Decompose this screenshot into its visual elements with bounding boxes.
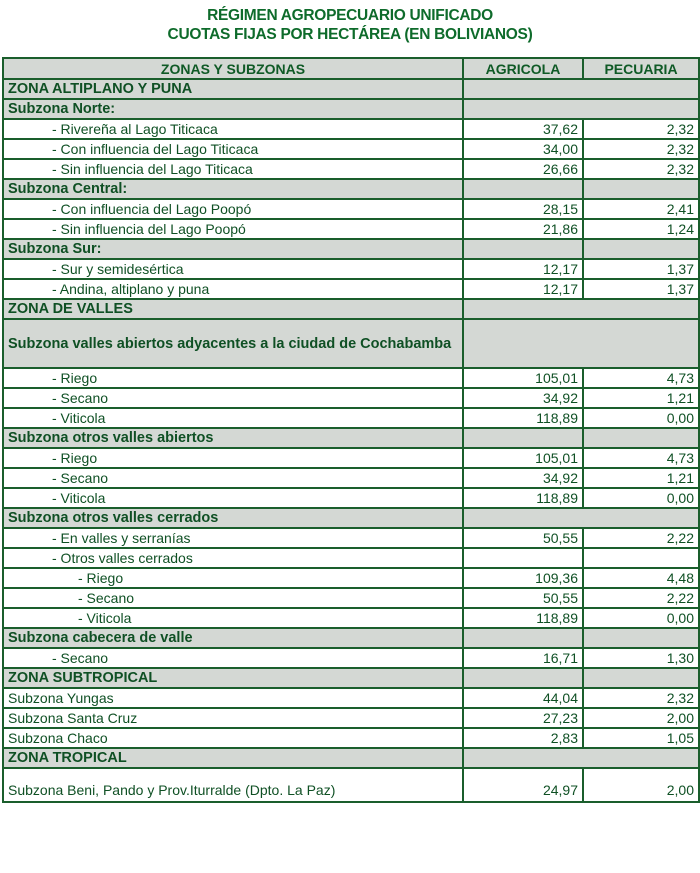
- fee-table: [2, 57, 700, 803]
- pecuaria-value: 2,22: [583, 528, 699, 548]
- row-label: - Viticola: [3, 488, 463, 508]
- table-header-row: [3, 58, 699, 79]
- table-row: [3, 388, 699, 408]
- agricola-value: 37,62: [463, 119, 583, 139]
- table-row: [3, 408, 699, 428]
- agricola-value: [463, 548, 583, 568]
- subzone-label: Subzona otros valles abiertos: [3, 428, 463, 448]
- table-row: [3, 528, 699, 548]
- row-label: - Riego: [3, 568, 463, 588]
- table-row: [3, 648, 699, 668]
- subzone-header-row: [3, 628, 699, 648]
- agricola-value: 109,36: [463, 568, 583, 588]
- table-row: [3, 448, 699, 468]
- agricola-value: 21,86: [463, 219, 583, 239]
- subzone-label: Subzona Central:: [3, 179, 463, 199]
- pecuaria-empty-cell: [583, 668, 699, 688]
- pecuaria-value: 1,05: [583, 728, 699, 748]
- pecuaria-value: 2,41: [583, 199, 699, 219]
- agricola-value: 34,00: [463, 139, 583, 159]
- merged-empty-cell: [463, 299, 699, 319]
- merged-empty-cell: [463, 319, 699, 368]
- subzone-header-row: [3, 99, 699, 119]
- agricola-value: 118,89: [463, 608, 583, 628]
- subzone-label: Subzona Sur:: [3, 239, 463, 259]
- row-label: - En valles y serranías: [3, 528, 463, 548]
- zone-label: ZONA SUBTROPICAL: [3, 668, 463, 688]
- zone-header-row: [3, 748, 699, 768]
- pecuaria-value: 4,48: [583, 568, 699, 588]
- agricola-value: 105,01: [463, 368, 583, 388]
- row-label: - Viticola: [3, 608, 463, 628]
- pecuaria-value: 1,37: [583, 259, 699, 279]
- pecuaria-value: 2,32: [583, 159, 699, 179]
- merged-empty-cell: [463, 99, 699, 119]
- pecuaria-value: 1,37: [583, 279, 699, 299]
- row-label: - Riego: [3, 448, 463, 468]
- row-label: - Sur y semidesértica: [3, 259, 463, 279]
- zone-header-row: [3, 79, 699, 99]
- agricola-value: 34,92: [463, 388, 583, 408]
- agricola-value: 28,15: [463, 199, 583, 219]
- table-row: [3, 259, 699, 279]
- header-agricola: AGRICOLA: [463, 58, 583, 79]
- agricola-value: 50,55: [463, 588, 583, 608]
- table-body: [3, 79, 699, 802]
- document-title-line-2: CUOTAS FIJAS POR HECTÁREA (EN BOLIVIANOS): [167, 26, 533, 43]
- table-row: [3, 768, 699, 802]
- table-row: [3, 199, 699, 219]
- pecuaria-value: 4,73: [583, 448, 699, 468]
- subzone-header-row: [3, 319, 699, 368]
- row-label: - Con influencia del Lago Poopó: [3, 199, 463, 219]
- merged-empty-cell: [463, 508, 699, 528]
- table-row: [3, 368, 699, 388]
- row-label: - Riego: [3, 368, 463, 388]
- table-row: [3, 608, 699, 628]
- subzone-label: Subzona otros valles cerrados: [3, 508, 463, 528]
- table-row: [3, 548, 699, 568]
- pecuaria-value: 0,00: [583, 488, 699, 508]
- pecuaria-value: 1,21: [583, 388, 699, 408]
- header-pecuaria: PECUARIA: [583, 58, 699, 79]
- table-row: [3, 588, 699, 608]
- subzone-label: Subzona valles abiertos adyacentes a la ciudad de Cochabamba: [3, 319, 463, 368]
- subzone-header-row: [3, 239, 699, 259]
- agricola-empty-cell: [463, 179, 583, 199]
- zone-header-row: [3, 299, 699, 319]
- pecuaria-value: 4,73: [583, 368, 699, 388]
- row-label: - Rivereña al Lago Titicaca: [3, 119, 463, 139]
- pecuaria-value: 1,21: [583, 468, 699, 488]
- row-label: - Secano: [3, 648, 463, 668]
- agricola-value: 118,89: [463, 488, 583, 508]
- agricola-empty-cell: [463, 628, 583, 648]
- table-row: [3, 708, 699, 728]
- zone-label: ZONA DE VALLES: [3, 299, 463, 319]
- row-label: - Viticola: [3, 408, 463, 428]
- row-label: Subzona Yungas: [3, 688, 463, 708]
- row-label: - Sin influencia del Lago Titicaca: [3, 159, 463, 179]
- merged-empty-cell: [463, 748, 699, 768]
- subzone-header-row: [3, 428, 699, 448]
- document-title-line-1: RÉGIMEN AGROPECUARIO UNIFICADO: [207, 7, 493, 24]
- agricola-value: 50,55: [463, 528, 583, 548]
- agricola-value: 118,89: [463, 408, 583, 428]
- table-row: [3, 219, 699, 239]
- pecuaria-empty-cell: [583, 428, 699, 448]
- pecuaria-value: 2,00: [583, 708, 699, 728]
- pecuaria-value: 2,00: [583, 768, 699, 802]
- row-label: - Sin influencia del Lago Poopó: [3, 219, 463, 239]
- agricola-value: 24,97: [463, 768, 583, 802]
- pecuaria-value: 0,00: [583, 408, 699, 428]
- agricola-value: 105,01: [463, 448, 583, 468]
- pecuaria-value: 2,32: [583, 139, 699, 159]
- agricola-value: 12,17: [463, 259, 583, 279]
- table-row: [3, 468, 699, 488]
- agricola-value: 12,17: [463, 279, 583, 299]
- row-label: Subzona Beni, Pando y Prov.Iturralde (Dpto. La Paz): [3, 768, 463, 802]
- merged-empty-cell: [463, 79, 699, 99]
- agricola-empty-cell: [463, 668, 583, 688]
- zone-label: ZONA TROPICAL: [3, 748, 463, 768]
- agricola-value: 16,71: [463, 648, 583, 668]
- agricola-value: 27,23: [463, 708, 583, 728]
- pecuaria-empty-cell: [583, 179, 699, 199]
- row-label: Subzona Chaco: [3, 728, 463, 748]
- agricola-empty-cell: [463, 428, 583, 448]
- table-row: [3, 688, 699, 708]
- agricola-value: 34,92: [463, 468, 583, 488]
- table-row: [3, 488, 699, 508]
- table-row: [3, 139, 699, 159]
- pecuaria-empty-cell: [583, 239, 699, 259]
- row-label: - Con influencia del Lago Titicaca: [3, 139, 463, 159]
- pecuaria-value: [583, 548, 699, 568]
- row-label: - Andina, altiplano y puna: [3, 279, 463, 299]
- pecuaria-value: 1,24: [583, 219, 699, 239]
- row-label: - Secano: [3, 468, 463, 488]
- row-label: Subzona Santa Cruz: [3, 708, 463, 728]
- table-row: [3, 279, 699, 299]
- pecuaria-value: 2,32: [583, 688, 699, 708]
- pecuaria-value: 2,22: [583, 588, 699, 608]
- subzone-label: Subzona cabecera de valle: [3, 628, 463, 648]
- table-row: [3, 568, 699, 588]
- agricola-value: 44,04: [463, 688, 583, 708]
- table-row: [3, 159, 699, 179]
- subzone-header-row: [3, 508, 699, 528]
- pecuaria-empty-cell: [583, 628, 699, 648]
- agricola-empty-cell: [463, 239, 583, 259]
- pecuaria-value: 0,00: [583, 608, 699, 628]
- subzone-header-row: [3, 179, 699, 199]
- agricola-value: 2,83: [463, 728, 583, 748]
- table-row: [3, 728, 699, 748]
- pecuaria-value: 1,30: [583, 648, 699, 668]
- pecuaria-value: 2,32: [583, 119, 699, 139]
- header-zones: ZONAS Y SUBZONAS: [3, 58, 463, 79]
- table-row: [3, 119, 699, 139]
- row-label: - Secano: [3, 588, 463, 608]
- agricola-value: 26,66: [463, 159, 583, 179]
- row-label: - Otros valles cerrados: [3, 548, 463, 568]
- subzone-label: Subzona Norte:: [3, 99, 463, 119]
- zone-header-row: [3, 668, 699, 688]
- zone-label: ZONA ALTIPLANO Y PUNA: [3, 79, 463, 99]
- row-label: - Secano: [3, 388, 463, 408]
